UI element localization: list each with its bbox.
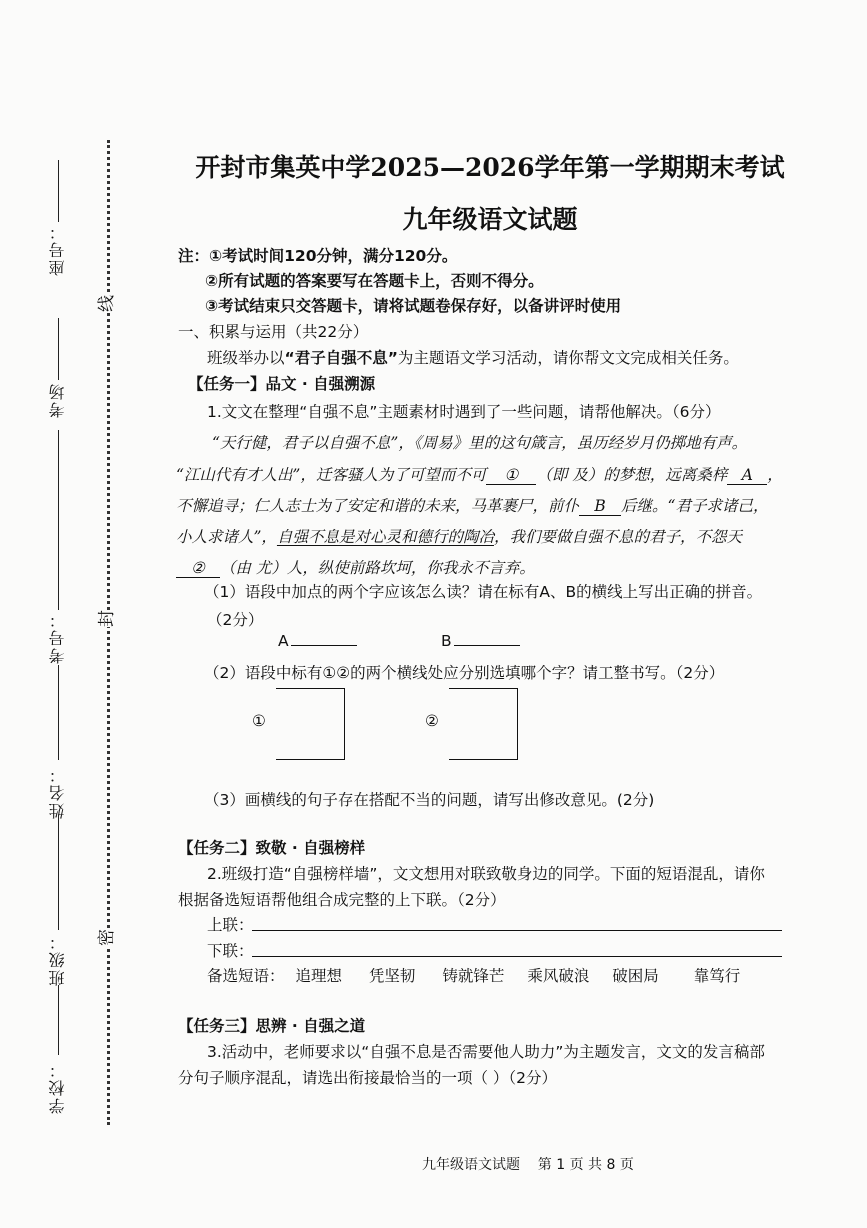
task3-heading: 【任务三】思辨 · 自强之道 — [178, 1017, 366, 1035]
passage-line-1: “天行健，君子以自强不息”，《周易》里的这句箴言，虽历经岁月仍掷地有声。 — [212, 434, 748, 452]
margin-rule — [58, 430, 59, 610]
phrase-option: 破困局 — [612, 967, 659, 985]
blank-a: A — [727, 466, 767, 485]
class-label: 班级： — [48, 932, 67, 986]
sub-question-3: （3）画横线的句子存在搭配不当的问题，请写出修改意见。(2分) — [204, 791, 655, 809]
passage-line-5 — [176, 556, 535, 578]
passage-text: “江山代有才人出”，迁客骚人为了可望而不可 — [176, 466, 487, 484]
sub-question-1-score: （2分） — [207, 611, 264, 629]
seal-dotted-line — [107, 140, 110, 1125]
lower-couplet-field[interactable] — [252, 956, 782, 957]
section-intro — [207, 346, 739, 368]
passage-text: （由 尤）人，纵使前路坎坷，你我永不言弃。 — [220, 559, 535, 577]
passage-text: （即 及）的梦想，远离桑梓 — [536, 466, 728, 484]
note-3: ③考试结束只交答题卡，请将试题卷保存好，以备讲评时使用 — [205, 297, 622, 315]
phrase-option: 凭坚韧 — [368, 967, 416, 985]
question-1: 1.文文在整理“自强不息”主题素材时遇到了一些问题，请帮他解决。（6分） — [207, 403, 721, 421]
margin-rule — [58, 665, 59, 760]
passage-line-3 — [176, 494, 768, 516]
label-a: A — [278, 632, 289, 650]
intro-post: 为主题语文学习活动，请你帮文文完成相关任务。 — [397, 349, 739, 367]
write-box-2[interactable] — [449, 688, 518, 760]
phrase-options — [207, 964, 740, 986]
passage-line-4 — [176, 525, 742, 547]
question-2-line-1: 2.班级打造“自强榜样墙”，文文想用对联致敬身边的同学。下面的短语混乱，请你 — [207, 865, 765, 883]
page-footer: 九年级语文试题 第 1 页 共 8 页 — [422, 1157, 634, 1173]
phrase-option: 铸就锋芒 — [442, 967, 505, 985]
section-heading: 一、积累与运用（共22分） — [178, 323, 369, 341]
passage-text: 不懈追寻；仁人志士为了安定和谐的未来，马革裹尸，前仆 — [176, 497, 580, 515]
sub-question-2: （2）语段中标有①②的两个横线处应分别选填哪个字？请工整书写。（2分） — [204, 664, 725, 682]
seal-char-line: 线 — [89, 295, 120, 312]
lower-couplet-label: 下联： — [207, 942, 254, 960]
passage-text: 后继。“君子求诸己， — [621, 497, 769, 515]
exam-title: 开封市集英中学2025—2026学年第一学期期末考试 — [195, 153, 785, 182]
margin-rule — [58, 985, 59, 1055]
options-label: 备选短语： — [207, 967, 285, 985]
underlined-sentence: 自强不息是对心灵和德行的陶冶 — [276, 528, 494, 546]
margin-rule — [58, 318, 59, 380]
exam-room-label: 考场 — [48, 382, 67, 418]
question-2-line-2: 根据备选短语帮他组合成完整的上下联。（2分） — [178, 891, 506, 909]
intro-theme: “君子自强不息” — [284, 349, 398, 367]
box-label-1: ① — [252, 712, 266, 730]
margin-rule — [58, 815, 59, 930]
pinyin-answer-a[interactable] — [278, 632, 357, 650]
question-3-line-1: 3.活动中，老师要求以“自强不息是否需要他人助力”为主题发言，文文的发言稿部 — [207, 1043, 765, 1061]
phrase-option: 追理想 — [295, 967, 342, 985]
passage-line-2 — [176, 463, 783, 485]
passage-text: ，我们要做自强不息的君子，不怨天 — [493, 528, 742, 546]
passage-text: ， — [767, 466, 783, 484]
upper-couplet-label: 上联： — [207, 916, 254, 934]
blank-b: B — [579, 497, 621, 516]
margin-rule — [58, 160, 59, 222]
school-label: 学校： — [48, 1060, 67, 1114]
phrase-option: 乘风破浪 — [527, 967, 590, 985]
phrase-option: 靠笃行 — [693, 967, 741, 985]
exam-subtitle: 九年级语文试题 — [402, 205, 578, 234]
note-1: 注：①考试时间120分钟，满分120分。 — [178, 247, 458, 265]
write-box-1[interactable] — [276, 688, 345, 760]
seal-char-seal: 封 — [89, 610, 120, 627]
pinyin-answer-b[interactable] — [441, 632, 520, 650]
note-2: ②所有试题的答案要写在答题卡上，否则不得分。 — [205, 272, 544, 290]
intro-pre: 班级举办以 — [207, 349, 285, 367]
name-label: 姓名： — [48, 765, 67, 819]
seat-number-label: 座号： — [48, 222, 67, 276]
passage-text: 小人求诸人”， — [176, 528, 277, 546]
blank-1: ① — [486, 466, 536, 485]
question-3-line-2: 分句子顺序混乱，请选出衔接最恰当的一项（ ）（2分） — [178, 1069, 558, 1087]
upper-couplet-field[interactable] — [252, 930, 782, 931]
label-b: B — [441, 632, 452, 650]
task2-heading: 【任务二】致敬 · 自强榜样 — [178, 839, 366, 857]
sub-question-1: （1）语段中加点的两个字应该怎么读？请在标有A、B的横线上写出正确的拼音。 — [204, 583, 763, 601]
blank-2: ② — [176, 559, 220, 578]
box-label-2: ② — [425, 712, 439, 730]
task1-heading: 【任务一】品文 · 自强溯源 — [188, 375, 376, 393]
seal-char-close: 密 — [89, 929, 120, 946]
exam-number-label: 考号： — [48, 610, 67, 664]
